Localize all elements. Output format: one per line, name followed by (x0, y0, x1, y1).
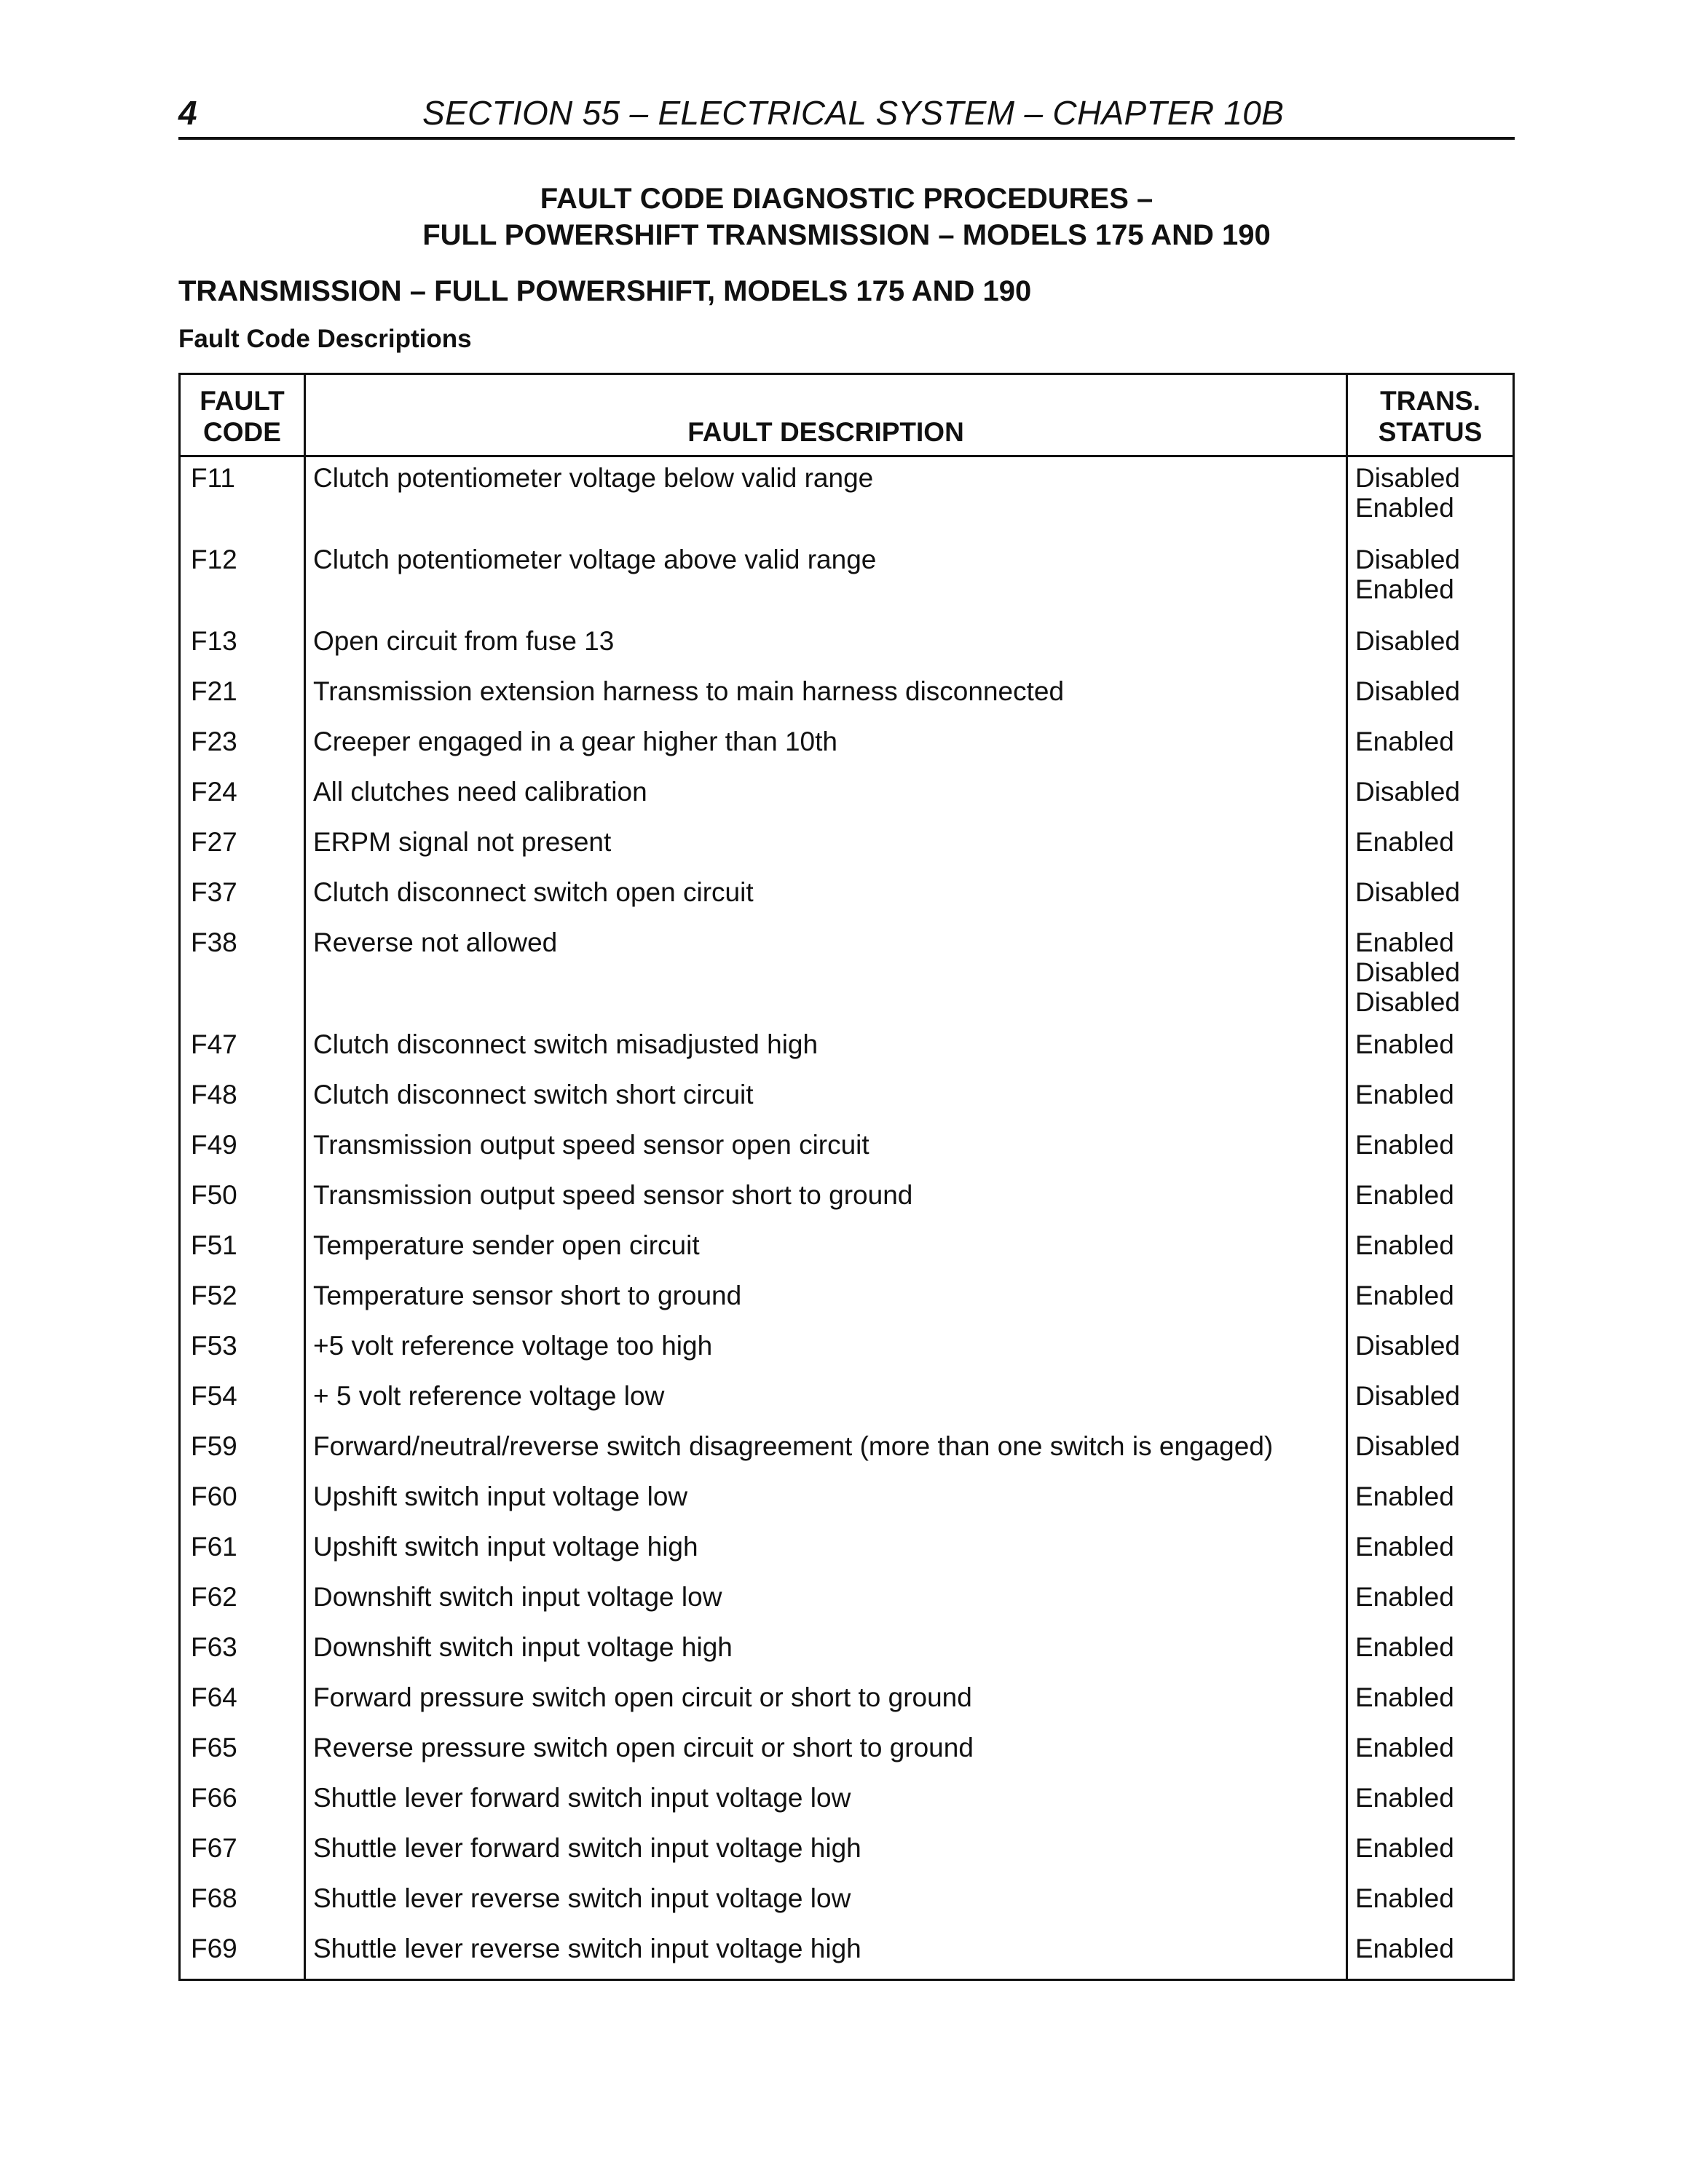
trans-status-value: Disabled (1355, 1431, 1460, 1461)
fault-description-cell: Reverse not allowed (305, 927, 1347, 1029)
trans-status-cell (1347, 1783, 1514, 1833)
trans-status-value: Enabled (1355, 927, 1454, 957)
fault-code-cell: F12 (180, 545, 305, 626)
trans-status-value: Disabled (1355, 987, 1460, 1017)
trans-status-cell (1347, 1230, 1514, 1281)
table-heading: Fault Code Descriptions (178, 325, 472, 353)
table-row (180, 1532, 1514, 1582)
table-row (180, 1180, 1514, 1230)
fault-description-cell: Shuttle lever reverse switch input voltage low (305, 1883, 1347, 1934)
fault-code-cell: F51 (180, 1230, 305, 1281)
trans-status-value: Enabled (1355, 1281, 1454, 1310)
trans-status-cell (1347, 1481, 1514, 1532)
trans-status-value: Enabled (1355, 1481, 1454, 1511)
fault-code-cell: F47 (180, 1029, 305, 1080)
fault-description-cell: Clutch potentiometer voltage below valid range (305, 456, 1347, 545)
fault-code-cell: F50 (180, 1180, 305, 1230)
trans-status-cell (1347, 1180, 1514, 1230)
fault-code-cell: F27 (180, 827, 305, 877)
trans-status-cell (1347, 1532, 1514, 1582)
table-body (180, 456, 1514, 1980)
trans-status-value: Enabled (1355, 1180, 1454, 1210)
fault-description-cell: Temperature sender open circuit (305, 1230, 1347, 1281)
table-row (180, 1733, 1514, 1783)
table-row (180, 1080, 1514, 1130)
trans-status-value: Disabled (1355, 877, 1460, 907)
fault-code-cell: F21 (180, 676, 305, 727)
trans-status-cell (1347, 1883, 1514, 1934)
table-row (180, 1230, 1514, 1281)
fault-description-cell: Shuttle lever forward switch input voltage low (305, 1783, 1347, 1833)
trans-status-cell (1347, 1431, 1514, 1481)
fault-code-cell: F48 (180, 1080, 305, 1130)
trans-status-value: Disabled (1355, 957, 1460, 987)
trans-status-value: Enabled (1355, 574, 1454, 604)
trans-status-cell (1347, 1331, 1514, 1381)
table-row (180, 1431, 1514, 1481)
fault-description-cell: Forward pressure switch open circuit or short to ground (305, 1682, 1347, 1733)
trans-status-cell (1347, 1582, 1514, 1632)
trans-status-value: Enabled (1355, 1783, 1454, 1813)
document-title (178, 181, 1515, 253)
table-row (180, 1934, 1514, 1980)
table-row (180, 827, 1514, 877)
fault-code-cell: F11 (180, 456, 305, 545)
fault-code-cell: F54 (180, 1381, 305, 1431)
table-row (180, 1883, 1514, 1934)
header-fault-code-line-1: FAULT (200, 386, 285, 416)
running-header (178, 93, 1515, 140)
fault-code-cell: F52 (180, 1281, 305, 1331)
trans-status-value: Disabled (1355, 463, 1460, 493)
table-row (180, 456, 1514, 545)
fault-description-cell: Clutch disconnect switch open circuit (305, 877, 1347, 927)
trans-status-value: Disabled (1355, 545, 1460, 574)
fault-code-cell: F64 (180, 1682, 305, 1733)
trans-status-cell (1347, 1733, 1514, 1783)
table-row (180, 927, 1514, 1029)
fault-code-cell: F65 (180, 1733, 305, 1783)
table-row (180, 1632, 1514, 1682)
header-fault-description: FAULT DESCRIPTION (305, 374, 1347, 456)
trans-status-value: Enabled (1355, 1883, 1454, 1913)
table-row (180, 626, 1514, 676)
document-title-line-2: FULL POWERSHIFT TRANSMISSION – MODELS 175 AND 190 (422, 219, 1271, 251)
trans-status-cell (1347, 777, 1514, 827)
table-row (180, 676, 1514, 727)
fault-description-cell: Downshift switch input voltage high (305, 1632, 1347, 1682)
fault-code-cell: F62 (180, 1582, 305, 1632)
fault-code-cell: F66 (180, 1783, 305, 1833)
trans-status-value: Enabled (1355, 1934, 1454, 1963)
trans-status-value: Enabled (1355, 727, 1454, 756)
fault-description-cell: Clutch disconnect switch misadjusted high (305, 1029, 1347, 1080)
table-row (180, 1833, 1514, 1883)
trans-status-cell (1347, 927, 1514, 1029)
fault-code-cell: F23 (180, 727, 305, 777)
fault-code-cell: F59 (180, 1431, 305, 1481)
table-row (180, 877, 1514, 927)
table-row (180, 1130, 1514, 1180)
fault-code-cell: F63 (180, 1632, 305, 1682)
fault-description-cell: Upshift switch input voltage high (305, 1532, 1347, 1582)
trans-status-value: Enabled (1355, 1080, 1454, 1109)
fault-code-cell: F68 (180, 1883, 305, 1934)
table-row (180, 1582, 1514, 1632)
trans-status-value: Disabled (1355, 1381, 1460, 1411)
sub-heading: TRANSMISSION – FULL POWERSHIFT, MODELS 175 AND 190 (178, 275, 1032, 307)
trans-status-cell (1347, 1130, 1514, 1180)
fault-description-cell: Clutch potentiometer voltage above valid range (305, 545, 1347, 626)
fault-code-cell: F67 (180, 1833, 305, 1883)
fault-code-cell: F69 (180, 1934, 305, 1980)
trans-status-cell (1347, 1934, 1514, 1980)
trans-status-value: Disabled (1355, 777, 1460, 807)
trans-status-value: Enabled (1355, 1230, 1454, 1260)
trans-status-value: Enabled (1355, 1130, 1454, 1160)
trans-status-value: Disabled (1355, 1331, 1460, 1361)
trans-status-value: Enabled (1355, 1632, 1454, 1662)
fault-code-cell: F49 (180, 1130, 305, 1180)
trans-status-value: Enabled (1355, 493, 1454, 523)
trans-status-cell (1347, 1381, 1514, 1431)
trans-status-cell (1347, 1833, 1514, 1883)
fault-description-cell: All clutches need calibration (305, 777, 1347, 827)
table-row (180, 1381, 1514, 1431)
trans-status-cell (1347, 827, 1514, 877)
trans-status-cell (1347, 456, 1514, 545)
header-fault-code (180, 374, 305, 456)
trans-status-cell (1347, 545, 1514, 626)
trans-status-cell (1347, 1632, 1514, 1682)
fault-code-cell: F61 (180, 1532, 305, 1582)
table-row (180, 1029, 1514, 1080)
trans-status-value: Enabled (1355, 1733, 1454, 1762)
trans-status-value: Enabled (1355, 1582, 1454, 1612)
fault-description-cell: + 5 volt reference voltage low (305, 1381, 1347, 1431)
fault-code-cell: F53 (180, 1331, 305, 1381)
header-trans-status (1347, 374, 1514, 456)
trans-status-value: Enabled (1355, 1833, 1454, 1863)
fault-description-cell: Temperature sensor short to ground (305, 1281, 1347, 1331)
table-row (180, 727, 1514, 777)
header-trans-status-line-1: TRANS. (1380, 386, 1480, 416)
trans-status-cell (1347, 1029, 1514, 1080)
trans-status-cell (1347, 626, 1514, 676)
page-number: 4 (178, 94, 197, 132)
trans-status-value: Enabled (1355, 827, 1454, 857)
fault-description-cell: ERPM signal not present (305, 827, 1347, 877)
table-row (180, 1481, 1514, 1532)
table-header-row (180, 374, 1514, 456)
fault-code-cell: F13 (180, 626, 305, 676)
trans-status-cell (1347, 877, 1514, 927)
table-row (180, 1783, 1514, 1833)
table-row (180, 1331, 1514, 1381)
section-title: SECTION 55 – ELECTRICAL SYSTEM – CHAPTER 10B (422, 94, 1285, 132)
trans-status-cell (1347, 676, 1514, 727)
table-row (180, 1682, 1514, 1733)
fault-description-cell: Upshift switch input voltage low (305, 1481, 1347, 1532)
header-trans-status-line-2: STATUS (1378, 417, 1483, 447)
fault-code-cell: F60 (180, 1481, 305, 1532)
fault-code-cell: F24 (180, 777, 305, 827)
fault-description-cell: Open circuit from fuse 13 (305, 626, 1347, 676)
table-row (180, 545, 1514, 626)
fault-description-cell: Clutch disconnect switch short circuit (305, 1080, 1347, 1130)
trans-status-value: Disabled (1355, 676, 1460, 706)
trans-status-cell (1347, 727, 1514, 777)
fault-code-cell: F38 (180, 927, 305, 1029)
fault-description-cell: Shuttle lever reverse switch input voltage high (305, 1934, 1347, 1980)
fault-code-cell: F37 (180, 877, 305, 927)
fault-description-cell: Reverse pressure switch open circuit or short to ground (305, 1733, 1347, 1783)
fault-code-table (178, 373, 1515, 1981)
trans-status-value: Enabled (1355, 1029, 1454, 1059)
trans-status-value: Enabled (1355, 1532, 1454, 1562)
table-row (180, 1281, 1514, 1331)
fault-description-cell: Downshift switch input voltage low (305, 1582, 1347, 1632)
trans-status-value: Disabled (1355, 626, 1460, 656)
trans-status-cell (1347, 1682, 1514, 1733)
trans-status-cell (1347, 1080, 1514, 1130)
trans-status-value: Enabled (1355, 1682, 1454, 1712)
fault-description-cell: Transmission output speed sensor short to ground (305, 1180, 1347, 1230)
fault-description-cell: Forward/neutral/reverse switch disagreement (more than one switch is engaged) (305, 1431, 1347, 1481)
table-row (180, 777, 1514, 827)
trans-status-cell (1347, 1281, 1514, 1331)
fault-description-cell: Creeper engaged in a gear higher than 10th (305, 727, 1347, 777)
document-title-line-1: FAULT CODE DIAGNOSTIC PROCEDURES – (540, 183, 1153, 215)
fault-description-cell: Shuttle lever forward switch input voltage high (305, 1833, 1347, 1883)
header-fault-code-line-2: CODE (203, 417, 281, 447)
fault-description-cell: Transmission output speed sensor open circuit (305, 1130, 1347, 1180)
fault-description-cell: +5 volt reference voltage too high (305, 1331, 1347, 1381)
fault-description-cell: Transmission extension harness to main harness disconnected (305, 676, 1347, 727)
